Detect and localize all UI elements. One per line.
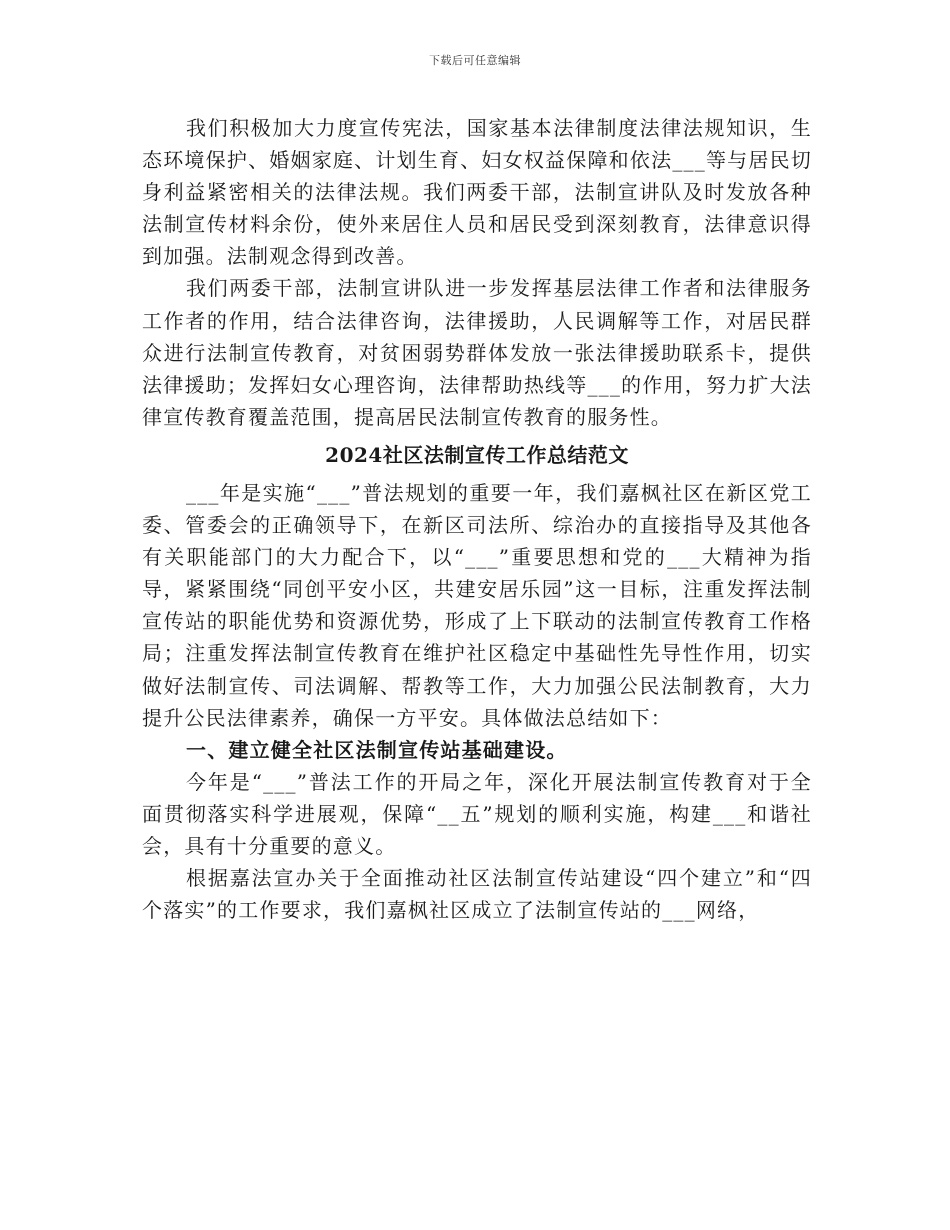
section-heading-1: 一、建立健全社区法制宣传站基础建设。	[186, 737, 568, 762]
document-body	[142, 112, 812, 926]
paragraph-station-network: 根据嘉法宣办关于全面推动社区法制宣传站建设“四个建立”和“四个落实”的工作要求，我们嘉枫社区成立了法制宣传站的___网络，	[142, 866, 812, 923]
paragraph-summary-intro: ___年是实施“___”普法规划的重要一年，我们嘉枫社区在新区党工委、管委会的正确领导下，在新区司法所、综治办的直接指导及其他各有关职能部门的大力配合下，以“___”重要思想和党的___大精神为指导，紧紧围绕“同创平安小区，共建安居乐园”这一目标，注重发挥法制宣传站的职能优势和资源优势，形成了上下联动的法制宣传教育工作格局；注重发挥法制宣传教育在维护社区稳定中基础性先导性作用，切实做好法制宣传、司法调解、帮教等工作，大力加强公民法制教育，大力提升公民法律素养，确保一方平安。具体做法总结如下：	[142, 480, 812, 730]
paragraph-legal-aid: 我们两委干部，法制宣讲队进一步发挥基层法律工作者和法律服务工作者的作用，结合法律咨询，法律援助，人民调解等工作，对居民群众进行法制宣传教育，对贫困弱势群体发放一张法律援助联系卡，提供法律援助；发挥妇女心理咨询，法律帮助热线等___的作用，努力扩大法律宣传教育覆盖范围，提高居民法制宣传教育的服务性。	[142, 276, 812, 429]
document-title: 2024社区法制宣传工作总结范文	[325, 442, 629, 467]
paragraph-law-publicity: 我们积极加大力度宣传宪法，国家基本法律制度法律法规知识，生态环境保护、婚姻家庭、计划生育、妇女权益保障和依法___等与居民切身利益紧密相关的法律法规。我们两委干部，法制宣讲队及时发放各种法制宣传材料余份，使外来居住人员和居民受到深刻教育，法律意识得到加强。法制观念得到改善。	[142, 116, 812, 269]
paragraph-opening-year: 今年是“___”普法工作的开局之年，深化开展法制宣传教育对于全面贯彻落实科学进展观，保障“__五”规划的顺利实施，构建___和谐社会，具有十分重要的意义。	[142, 769, 812, 858]
page-header-note: 下载后可任意编辑	[429, 54, 521, 67]
